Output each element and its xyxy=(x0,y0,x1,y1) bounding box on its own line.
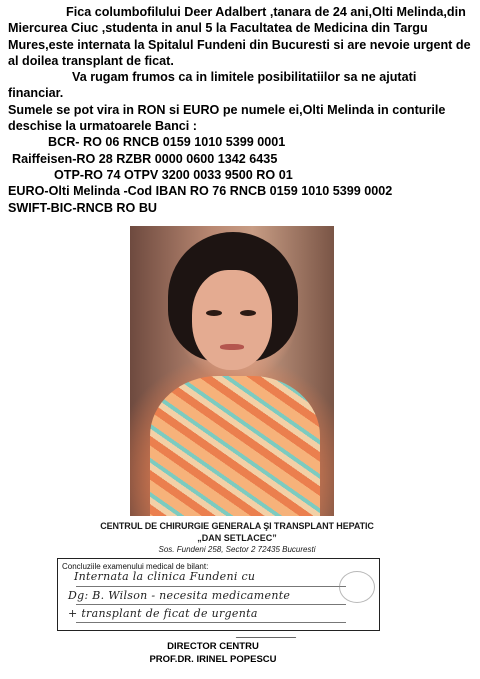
appeal-text xyxy=(8,4,474,216)
handwritten-line-3: + transplant de ficat de urgenta xyxy=(68,607,258,620)
director-name: PROF.DR. IRINEL POPESCU xyxy=(149,654,277,665)
director-block xyxy=(100,640,326,666)
hospital-subtitle: „DAN SETLACEC” xyxy=(197,533,277,543)
bank-account-bcr: BCR- RO 06 RNCB 0159 1010 5399 0001 xyxy=(48,135,286,150)
director-title: DIRECTOR CENTRU xyxy=(167,641,259,652)
form-rule-2 xyxy=(76,604,346,605)
stamp-seal-icon xyxy=(339,571,375,603)
form-rule-3 xyxy=(76,622,346,623)
appeal-paragraph-3: Sumele se pot vira in RON si EURO pe numele ei,Olti Melinda in conturile deschise la urmatoarele Banci : xyxy=(8,102,446,134)
photo-mouth xyxy=(220,344,244,350)
medical-conclusion-box xyxy=(57,558,380,631)
photo-eye-right xyxy=(240,310,256,316)
photo-eye-left xyxy=(206,310,222,316)
signature-mark xyxy=(236,615,304,638)
hospital-address: Sos. Fundeni 258, Sector 2 72435 Bucuresti xyxy=(158,545,316,554)
euro-iban: EURO-Olti Melinda -Cod IBAN RO 76 RNCB 0159 1010 5399 0002 xyxy=(8,184,393,199)
swift-code: SWIFT-BIC-RNCB RO BU xyxy=(8,200,158,215)
hospital-header xyxy=(92,520,382,556)
handwritten-line-1: Internata la clinica Fundeni cu xyxy=(74,570,256,583)
hospital-name: CENTRUL DE CHIRURGIE GENERALA ŞI TRANSPLANT HEPATIC xyxy=(100,521,374,531)
handwritten-line-2: Dg: B. Wilson - necesita medicamente xyxy=(68,589,291,602)
appeal-paragraph-1: Fica columbofilului Deer Adalbert ,tanara de 24 ani,Olti Melinda,din Miercurea Ciuc ,studenta in anul 5 la Facultatea de Medicina din Targu Mures,este internata la Spitalul Fundeni din Bucuresti si are nevoie urgent de al doilea transplant de ficat. xyxy=(8,5,471,68)
bank-account-raiffeisen: Raiffeisen-RO 28 RZBR 0000 0600 1342 6435 xyxy=(12,151,278,166)
portrait-photo xyxy=(130,226,334,516)
bank-account-otp: OTP-RO 74 OTPV 3200 0033 9500 RO 01 xyxy=(54,167,293,182)
form-rule-1 xyxy=(76,586,346,587)
medical-conclusion-label: Concluziile examenului medical de bilant: xyxy=(62,562,209,571)
photo-face xyxy=(192,270,272,370)
appeal-paragraph-2: Va rugam frumos ca in limitele posibilitatiilor sa ne ajutati financiar. xyxy=(8,70,417,101)
photo-scarf xyxy=(150,376,320,516)
